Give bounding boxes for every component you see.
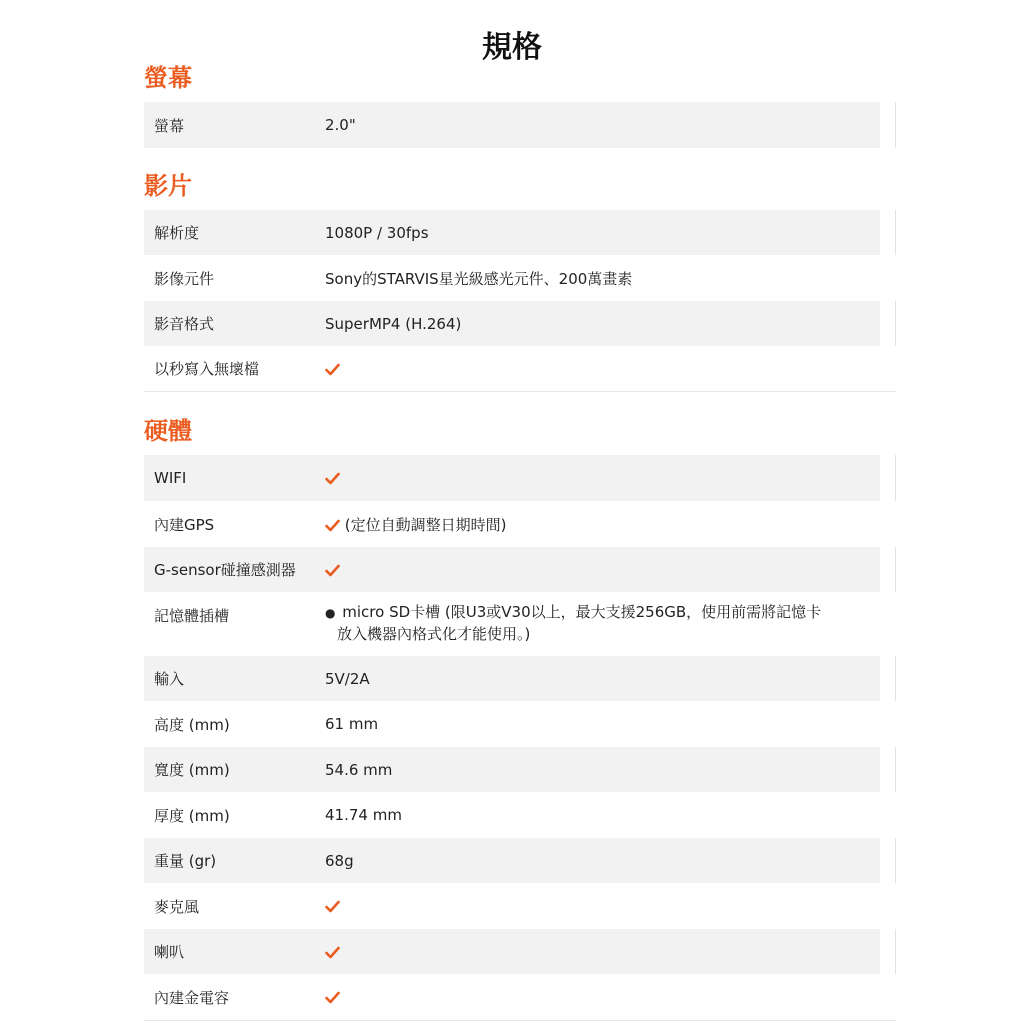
spec-label: 高度 (mm) bbox=[154, 715, 230, 734]
spec-value bbox=[314, 988, 896, 1006]
section-hardware bbox=[144, 415, 896, 1021]
spec-label: 以秒寫入無壞檔 bbox=[154, 360, 260, 378]
table-row bbox=[144, 656, 880, 701]
spec-value: 5V/2A bbox=[325, 669, 370, 688]
spec-value: SuperMP4 (H.264) bbox=[325, 314, 462, 333]
check-icon bbox=[325, 519, 340, 532]
spec-value: 41.74 mm bbox=[325, 806, 402, 824]
spec-label: 記憶體插槽 bbox=[154, 607, 230, 625]
table-row bbox=[144, 792, 896, 838]
spec-value bbox=[314, 360, 896, 378]
table-row bbox=[144, 701, 896, 747]
spec-value bbox=[314, 514, 896, 535]
check-icon bbox=[325, 564, 340, 577]
bullet-icon: ● bbox=[325, 606, 336, 620]
section-display bbox=[144, 62, 896, 148]
table-row bbox=[144, 747, 880, 792]
spec-value: 54.6 mm bbox=[325, 760, 393, 779]
check-icon bbox=[325, 472, 340, 485]
spec-value-line: 放入機器內格式化才能使用。) bbox=[337, 625, 531, 643]
page-title: 規格 bbox=[482, 30, 542, 65]
spec-value: 68g bbox=[325, 851, 354, 870]
table-row bbox=[144, 838, 880, 883]
check-icon bbox=[325, 991, 340, 1004]
spec-table bbox=[144, 210, 896, 392]
spec-label: 內建金電容 bbox=[154, 988, 230, 1007]
spec-value bbox=[314, 469, 880, 487]
spec-value: 1080P / 30fps bbox=[325, 223, 429, 242]
table-row bbox=[144, 547, 880, 592]
spec-value: 2.0" bbox=[325, 116, 356, 134]
spec-label: 寬度 (mm) bbox=[154, 761, 230, 779]
spec-value bbox=[314, 592, 896, 645]
spec-label: 喇叭 bbox=[154, 943, 185, 961]
spec-value: Sony的STARVIS星光級感光元件、200萬畫素 bbox=[325, 269, 633, 288]
spec-label: 重量 (gr) bbox=[154, 852, 217, 870]
spec-table bbox=[144, 102, 896, 148]
section-title: 影片 bbox=[144, 172, 192, 200]
spec-note: (定位自動調整日期時間) bbox=[344, 515, 507, 534]
table-row bbox=[144, 501, 896, 547]
spec-label: 解析度 bbox=[154, 224, 200, 242]
spec-value bbox=[314, 943, 880, 961]
table-row bbox=[144, 346, 896, 392]
table-row bbox=[144, 592, 896, 656]
table-row bbox=[144, 210, 880, 255]
spec-value bbox=[314, 897, 896, 915]
spec-label: 影音格式 bbox=[154, 315, 215, 333]
spec-value bbox=[314, 561, 880, 579]
spec-label: 影像元件 bbox=[154, 269, 215, 288]
table-row bbox=[144, 255, 896, 301]
spec-label: 螢幕 bbox=[154, 116, 185, 135]
section-title: 硬體 bbox=[144, 417, 192, 445]
table-row bbox=[144, 883, 896, 929]
spec-label: 輸入 bbox=[154, 670, 185, 688]
table-row bbox=[144, 974, 896, 1021]
spec-table bbox=[144, 455, 896, 1021]
spec-label: 內建GPS bbox=[154, 515, 215, 534]
spec-label: 厚度 (mm) bbox=[154, 806, 230, 825]
section-video bbox=[144, 170, 896, 392]
table-row bbox=[144, 929, 880, 974]
spec-label: G-sensor碰撞感測器 bbox=[154, 561, 296, 579]
spec-value-line: micro SD卡槽 (限U3或V30以上，最大支援256GB，使用前需將記憶卡 bbox=[342, 603, 822, 621]
check-icon bbox=[325, 900, 340, 913]
spec-value: 61 mm bbox=[325, 715, 379, 733]
table-row bbox=[144, 455, 880, 501]
check-icon bbox=[325, 946, 340, 959]
spec-label: WIFI bbox=[154, 469, 187, 487]
check-icon bbox=[325, 363, 340, 376]
section-title: 螢幕 bbox=[144, 64, 192, 92]
spec-label: 麥克風 bbox=[154, 897, 200, 916]
table-row bbox=[144, 301, 880, 346]
table-row bbox=[144, 102, 880, 148]
